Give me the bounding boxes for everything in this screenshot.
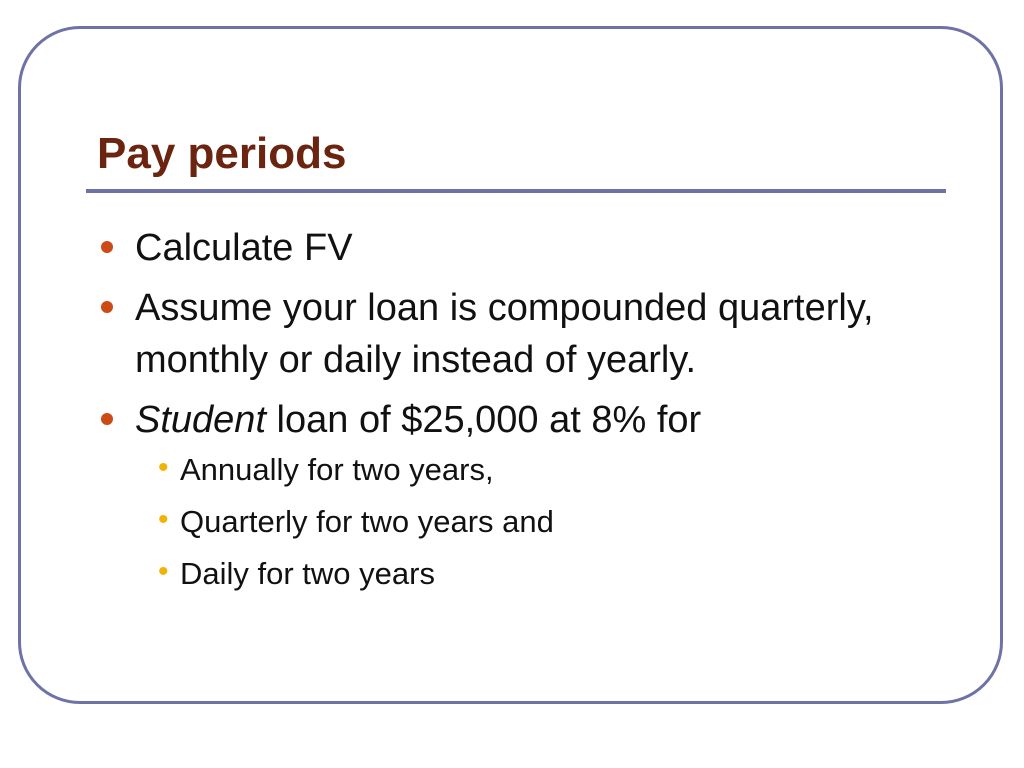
bullet-list <box>97 222 977 606</box>
sub-bullet-item <box>135 502 977 542</box>
sub-bullet-icon: • <box>158 451 169 484</box>
bullet-italic-text: Student <box>135 399 266 441</box>
bullet-text: Calculate FV <box>135 227 353 269</box>
sub-bullet-list <box>135 450 977 594</box>
bullet-icon <box>101 413 113 425</box>
sub-bullet-item <box>135 450 977 490</box>
sub-bullet-icon: • <box>158 503 169 536</box>
bullet-item <box>97 282 977 386</box>
bullet-item <box>97 222 977 274</box>
sub-bullet-text: Quarterly for two years and <box>180 504 554 539</box>
sub-bullet-icon: • <box>158 555 169 588</box>
slide-title: Pay periods <box>97 129 347 178</box>
sub-bullet-item <box>135 554 977 594</box>
bullet-icon <box>101 241 113 253</box>
title-divider <box>86 189 946 193</box>
sub-bullet-text: Daily for two years <box>180 556 435 591</box>
bullet-text: loan of $25,000 at 8% for <box>266 399 702 441</box>
bullet-item <box>97 394 977 594</box>
bullet-text: Assume your loan is compounded quarterly, monthly or daily instead of yearly. <box>135 287 874 381</box>
bullet-icon <box>101 301 113 313</box>
sub-bullet-text: Annually for two years, <box>180 452 494 487</box>
